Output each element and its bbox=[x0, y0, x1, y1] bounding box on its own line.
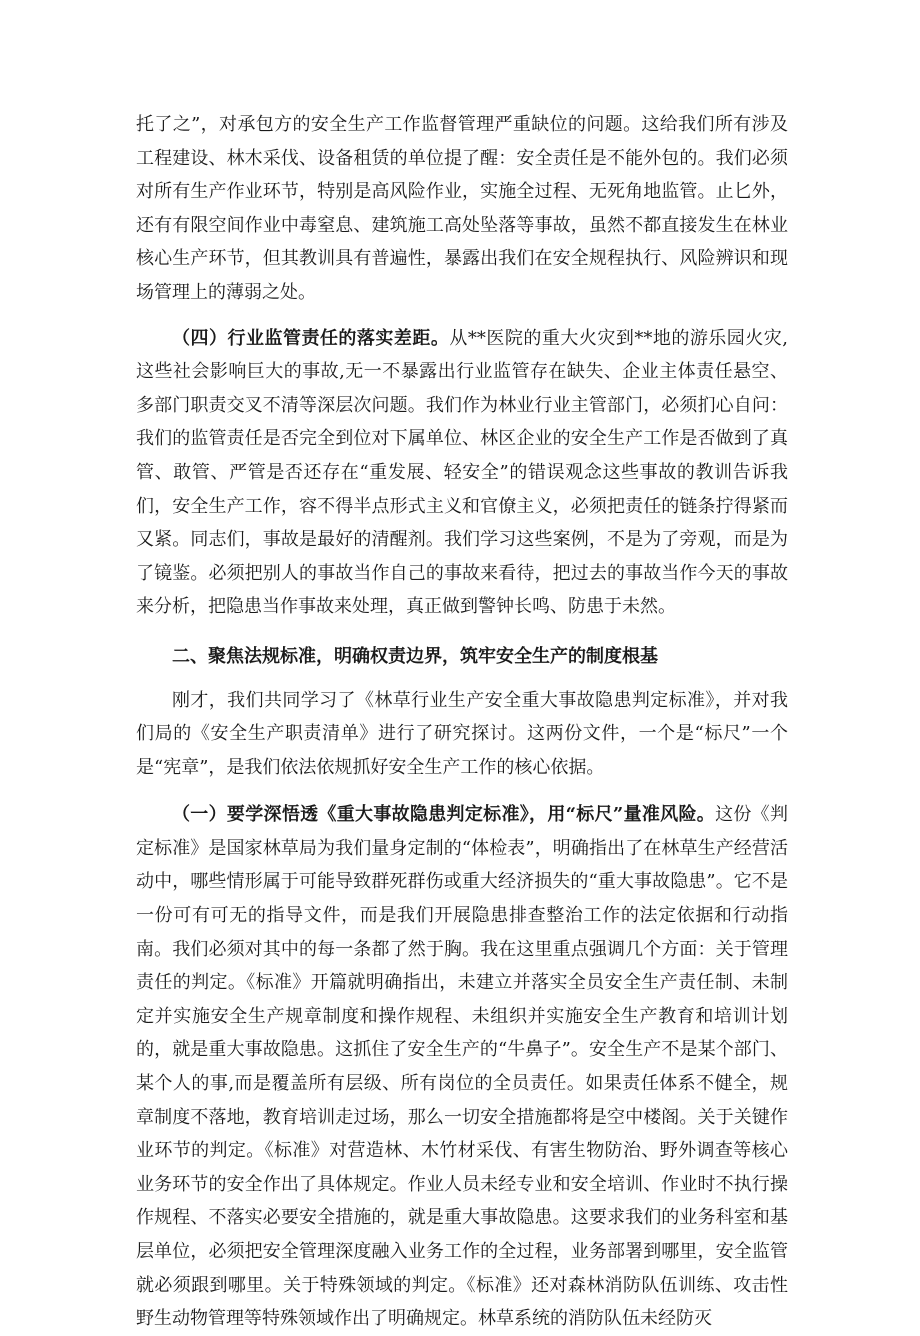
section-4-body: 从**医院的重大火灾到**地的游乐园火灾,这些社会影响巨大的事故,无一不暴露出行业监管存在缺失、企业主体责任悬空、多部门职责交叉不清等深层次问题。我们作为林业行业主管部门，必须扪心自问：我们的监管责任是否完全到位对下属单位、林区企业的安全生产工作是否做到了真管、敢管、严管是否还存在“重发展、轻安全”的错误观念这些事故的教训告诉我们，安全生产工作，容不得半点形式主义和官僚主义，必须把责任的链条拧得紧而又紧。同志们，事故是最好的清醒剂。我们学习这些案例，不是为了旁观，而是为了镜鉴。必须把别人的事故当作自己的事故来看待，把过去的事故当作今天的事故来分析，把隐患当作事故来处理，真正做到警钟长鸣、防患于未然。 bbox=[136, 327, 788, 618]
subsection-1-body: 这份《判定标准》是国家林草局为我们量身定制的“体检表”，明确指出了在林草生产经营活动中，哪些情形属于可能导致群死群伤或重大经济损失的“重大事故隐患”。它不是一份可有可无的指导文件，而是我们开展隐患排查整治工作的法定依据和行动指南。我们必须对其中的每一条都了然于胸。我在这里重点强调几个方面：关于管理责任的判定。《标准》开篇就明确指出，未建立并落实全员安全生产责任制、未制定并实施安全生产规章制度和操作规程、未组织并实施安全生产教育和培训计划的，就是重大事故隐患。这抓住了安全生产的“牛鼻子”。安全生产不是某个部门、某个人的事,而是覆盖所有层级、所有岗位的全员责任。如果责任体系不健全，规章制度不落地，教育培训走过场，那么一切安全措施都将是空中楼阁。关于关键作业环节的判定。《标准》对营造林、木竹材采伐、有害生物防治、野外调查等核心业务环节的安全作出了具体规定。作业人员未经专业和安全培训、作业时不执行操作规程、不落实必要安全措施的，就是重大事故隐患。这要求我们的业务科室和基层单位，必须把安全管理深度融入业务工作的全过程，业务部署到哪里，安全监管就必须跟到哪里。关于特殊领域的判定。《标准》还对森林消防队伍训练、攻击性野生动物管理等特殊领域作出了明确规定。林草系统的消防队伍未经防灭 bbox=[136, 804, 788, 1330]
paragraph-subsection-1 bbox=[136, 798, 788, 1336]
heading-part-2: 二、聚焦法规标准，明确权责边界，筑牢安全生产的制度根基 bbox=[172, 645, 658, 667]
paragraph-section-4 bbox=[136, 322, 788, 624]
document-body bbox=[136, 108, 788, 1336]
section-4-title: （四）行业监管责任的落实差距。 bbox=[172, 327, 450, 349]
paragraph-intro-part-2: 刚才，我们共同学习了《林草行业生产安全重大事故隐患判定标准》，并对我们局的《安全生产职责清单》进行了研究探讨。这两份文件，一个是“标尺”一个是“宪章”，是我们依法依规抓好安全生产工作的核心依据。 bbox=[136, 689, 788, 778]
paragraph-continuation: 托了之”，对承包方的安全生产工作监督管理严重缺位的问题。这给我们所有涉及工程建设、林木采伐、设备租赁的单位提了醒：安全责任是不能外包的。我们必须对所有生产作业环节，特别是高风险作业，实施全过程、无死角地监管。止匕外，还有有限空间作业中毒窒息、建筑施工高处坠落等事故，虽然不都直接发生在林业核心生产环节，但其教训具有普遍性，暴露出我们在安全规程执行、风险辨识和现场管理上的薄弱之处。 bbox=[136, 114, 788, 303]
subsection-1-title: （一）要学深悟透《重大事故隐患判定标准》，用“标尺”量准风险。 bbox=[172, 804, 716, 826]
